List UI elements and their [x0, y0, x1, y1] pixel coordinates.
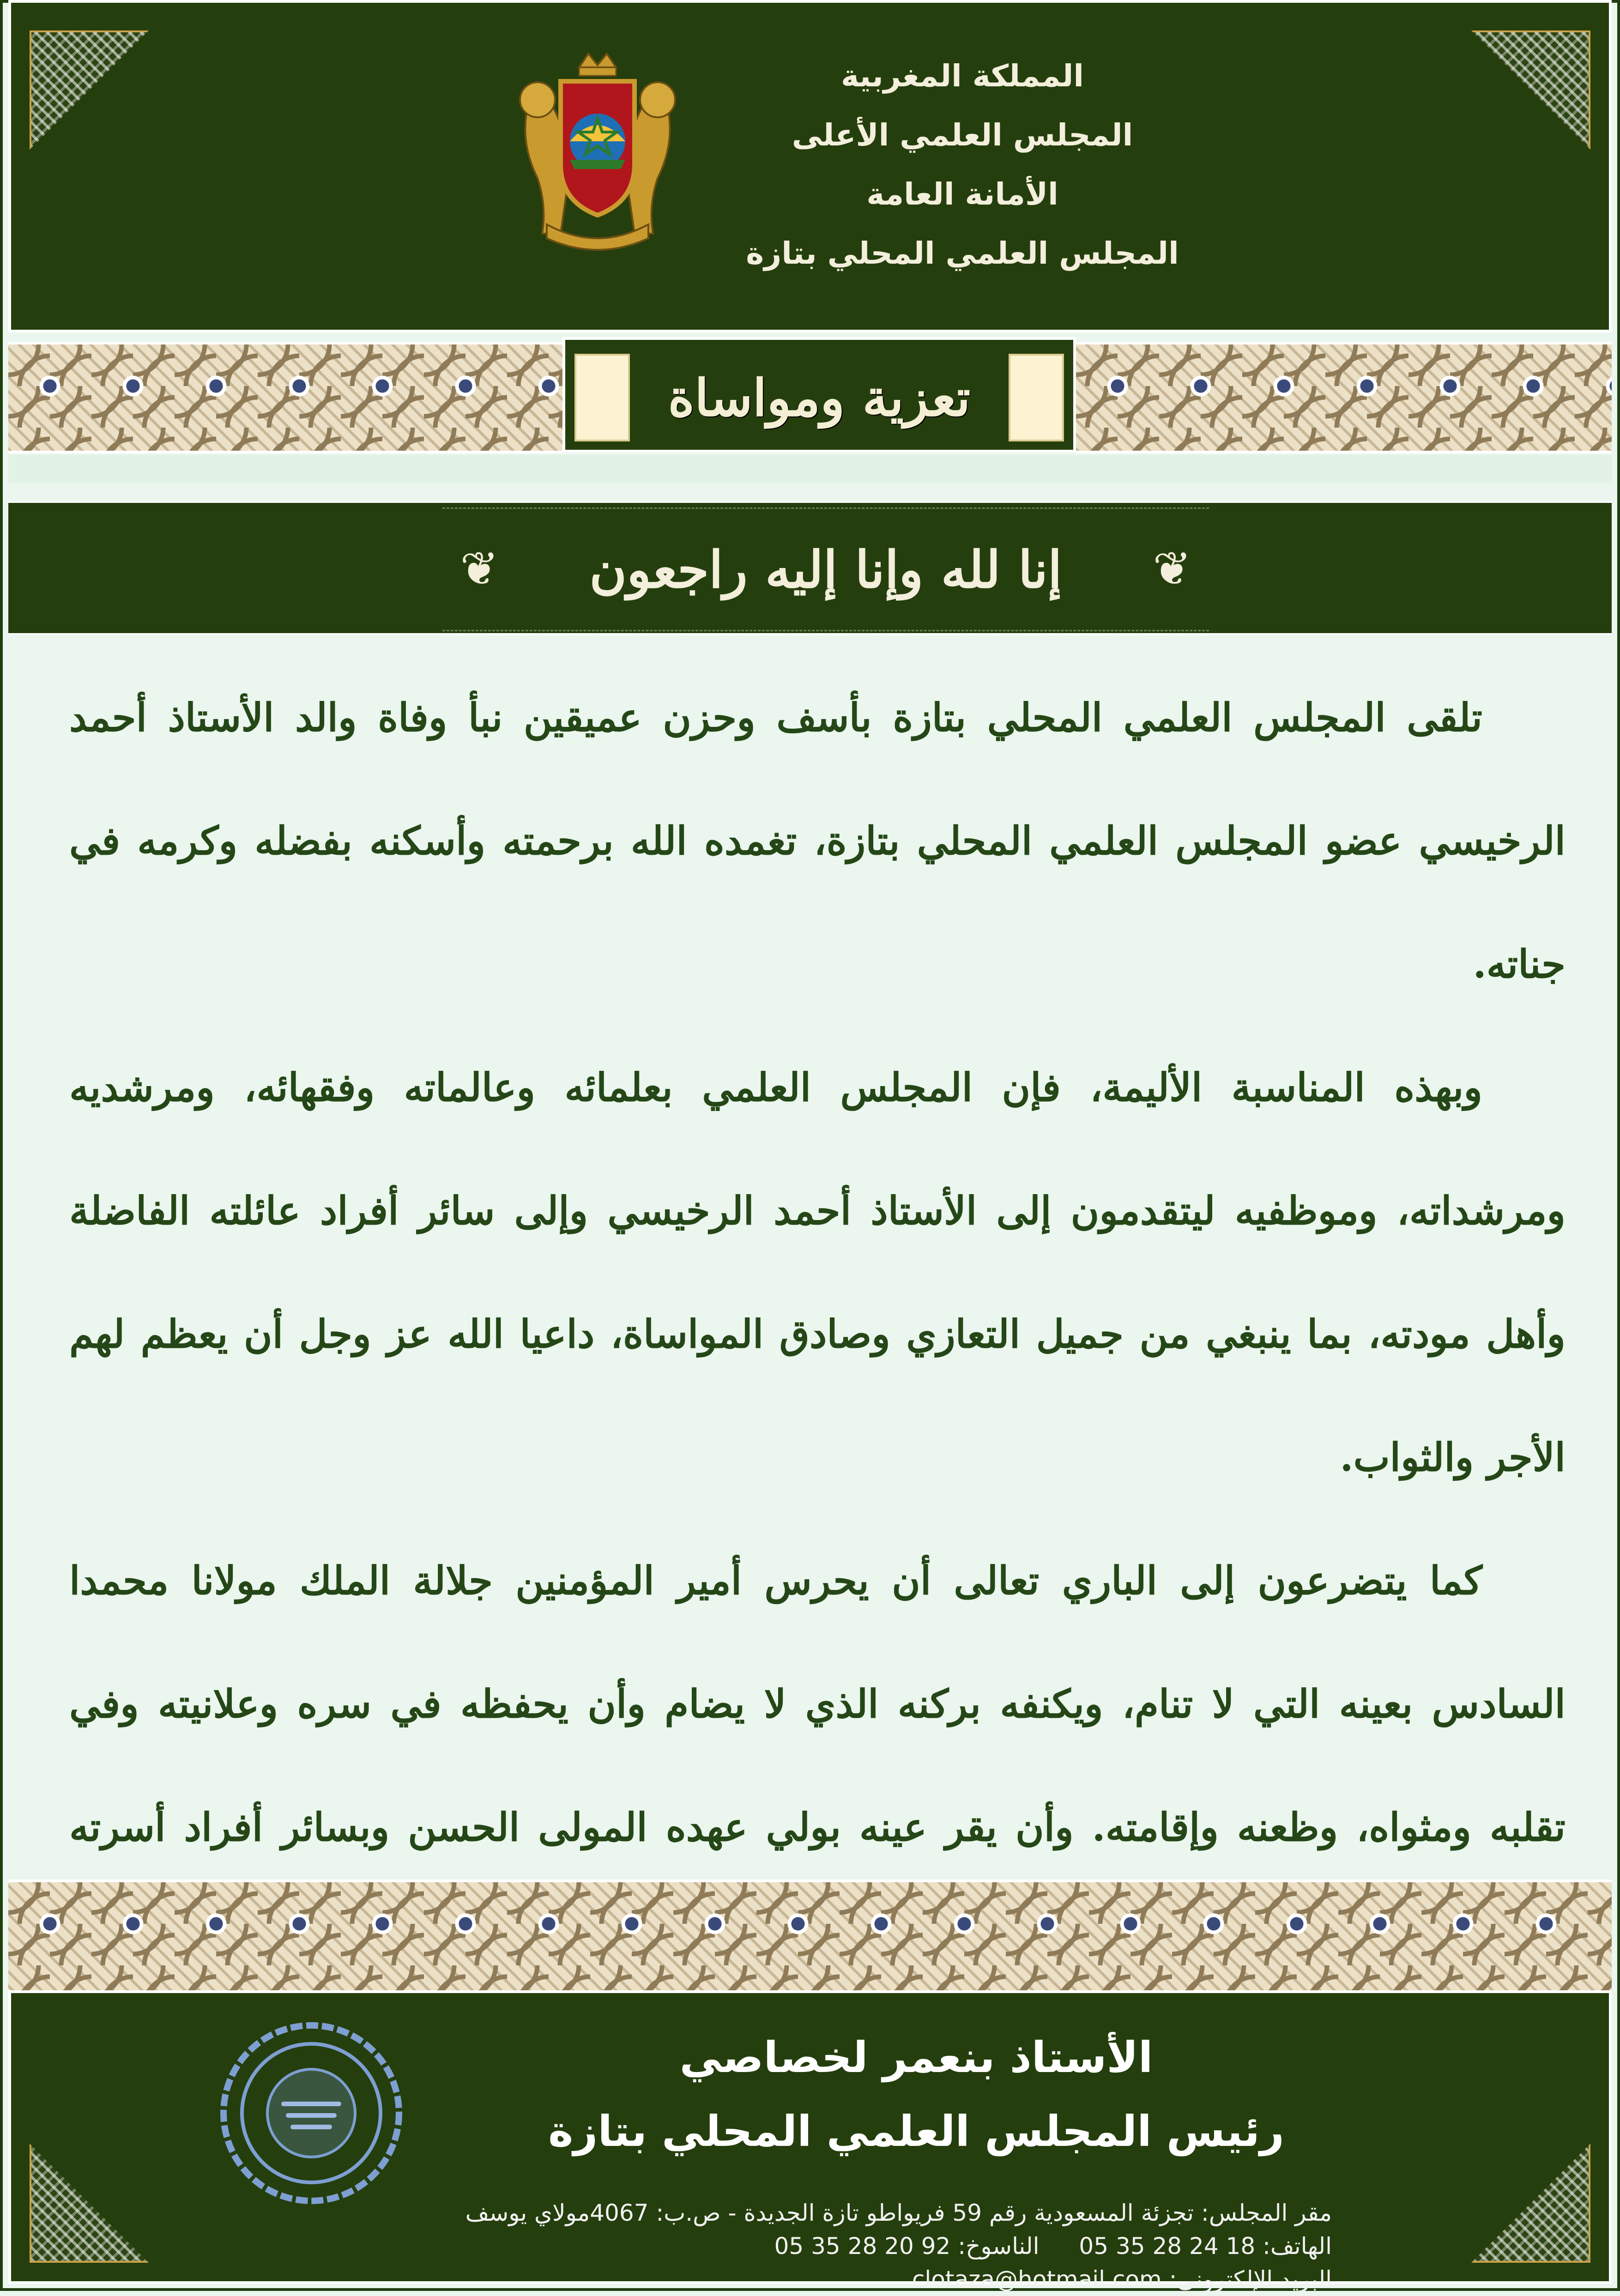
verse-frame [442, 508, 1209, 631]
letterhead [8, 0, 1612, 332]
ornamental-strip [1076, 342, 1612, 453]
title-banner [562, 337, 1076, 453]
email: البريد الإلكتروني: clotaza@hotmail.com [912, 2266, 1332, 2293]
coat-of-arms-icon [510, 49, 685, 252]
footer [8, 1990, 1612, 2293]
corner-ornament [30, 30, 149, 150]
ornamental-strip [8, 342, 562, 453]
signatory-title: رئيس المجلس العلمي المحلي بتازة [548, 2107, 1284, 2156]
header-line-supreme-council: المجلس العلمي الأعلى [792, 117, 1133, 153]
signatory [501, 2021, 1332, 2169]
seal-icon [214, 2016, 408, 2210]
corner-ornament [1471, 2144, 1590, 2263]
quran-verse: إنا لله وإنا إليه راجعون [589, 539, 1062, 599]
verse-banner [8, 501, 1612, 635]
contact-info [288, 2196, 1332, 2296]
issuer-lines [731, 47, 1193, 283]
header-line-secretariat: الأمانة العامة [866, 176, 1058, 212]
phone: الهاتف: 18 24 28 35 05 [1079, 2233, 1332, 2260]
title-frame-right [1009, 354, 1064, 441]
header-line-local-council: المجلس العلمي المحلي بتازة [746, 236, 1179, 271]
paragraph-prayer: كما يتضرعون إلى الباري تعالى أن يحرس أمير المؤمنين جلالة الملك مولانا محمدا السادس بعينه التي لا تنام، ويكنفه بركنه الذي لا يضام وأن يحفظه في سره وعلانيته وفي تقلبه ومثواه، وظعنه وإقامته. وأن يقر عينه بولي عهده المولى الحسن وبسائر أفراد أسرته [69, 1558, 1566, 1850]
signatory-name: الأستاذ بنعمر لخصاصي [679, 2033, 1153, 2082]
flourish-icon: ❦ [460, 542, 499, 596]
fax: الناسوخ: 92 20 28 35 05 [774, 2233, 1040, 2260]
paragraph-condolences: وبهذه المناسبة الأليمة، فإن المجلس العلمي بعلمائه وعالماته وفقهائه، ومرشديه ومرشداته، وموظفيه ليتقدمون إلى الأستاذ أحمد الرخيسي وإلى سائر أفراد عائلته الفاضلة وأهل مودته، بما ينبغي من جميل التعازي وصادق المواساة، داعيا الله عز وجل أن يعظم لهم الأجر والثواب. [69, 1064, 1566, 1480]
flourish-icon: ❦ [1153, 542, 1191, 596]
corner-ornament [30, 2144, 149, 2263]
corner-ornament [1471, 30, 1590, 150]
title-frame-left [574, 354, 630, 441]
address: مقر المجلس: تجزئة المسعودية رقم 59 فريواطو تازة الجديدة - ص.ب: 4067مولاي يوسف [465, 2199, 1332, 2226]
paragraph-announcement: تلقى المجلس العلمي المحلي بتازة بأسف وحزن عميقين نبأ وفاة والد الأستاذ أحمد الرخيسي عضو المجلس العلمي المحلي بتازة، تغمده الله برحمته وأسكنه بفضله وكرمه في جناته. [69, 695, 1566, 987]
divider [8, 455, 1612, 483]
ornamental-strip [8, 1879, 1612, 2005]
header-line-kingdom: المملكة المغربية [841, 58, 1084, 94]
document-title: تعزية ومواساة [668, 368, 971, 428]
condolence-body [69, 656, 1566, 2012]
